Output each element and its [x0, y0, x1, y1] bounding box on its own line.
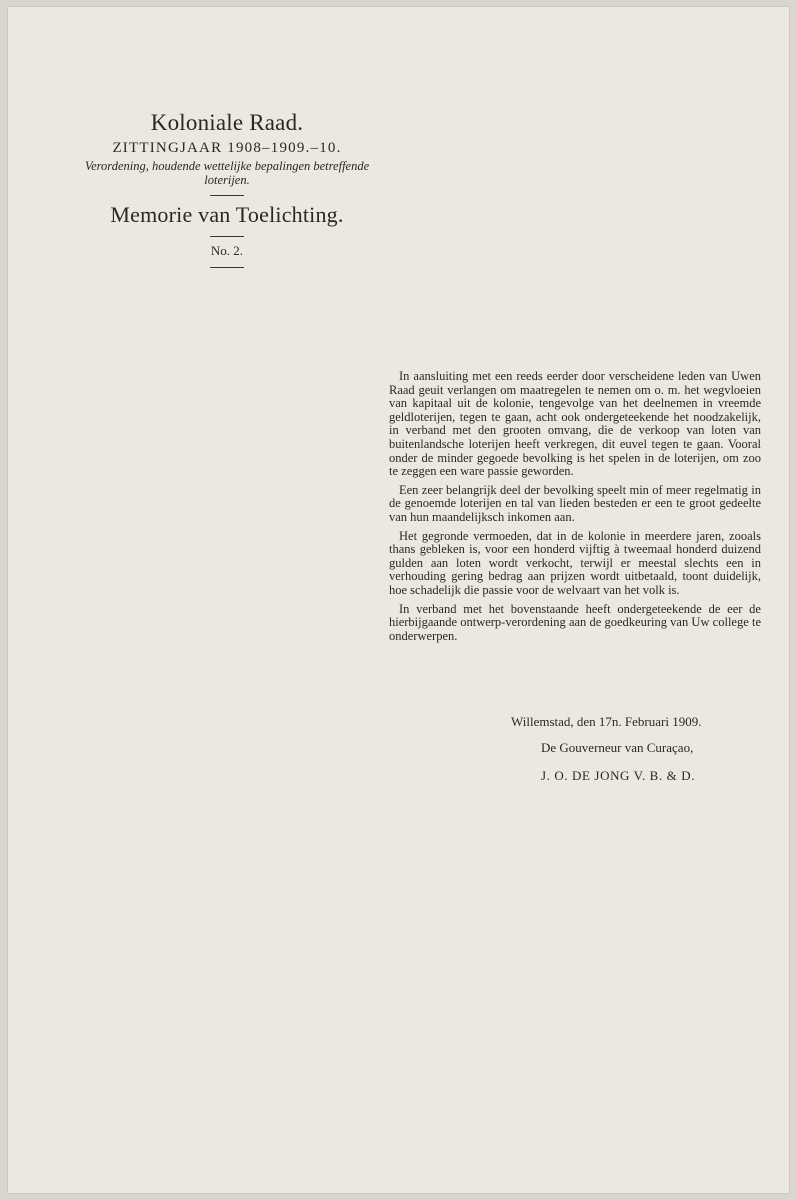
- body-paragraph: In aansluiting met een reeds eerder door verscheidene leden van Uwen Raad geuit verlangen om maatregelen te nemen om o. m. het wegvloeien van kapitaal uit de kolonie, tengevolge van het deelnemen in vreemde geldloterijen, tegen te gaan, acht ook ondergeteekende het noodzakelijk, in verband met den grooten omvang, die de verkoop van loten van buitenlandsche loterijen heeft verkregen, dit euvel tegen te gaan. Vooral onder de minder gegoede bevolking is het spelen in de loterijen, om zoo te zeggen een ware passie geworden.: [389, 369, 761, 479]
- body-paragraph: In verband met het bovenstaande heeft ondergeteekende de eer de hierbijgaande ontwerp-verordening aan de goedkeuring van Uw college te onderwerpen.: [389, 601, 761, 643]
- body-paragraph: Een zeer belangrijk deel der bevolking speelt min of meer regelmatig in de genoemde loterijen en tal van lieden besteden er een te groot gedeelte van hun maandelijksch inkomen aan.: [389, 482, 761, 524]
- council-title: Koloniale Raad.: [150, 110, 304, 135]
- document-header: [67, 106, 387, 274]
- divider: [210, 195, 244, 196]
- divider: [210, 236, 244, 237]
- document-number: No. 2.: [210, 243, 244, 258]
- divider: [210, 267, 244, 268]
- signatory-role: De Gouverneur van Curaçao,: [541, 740, 694, 755]
- memorandum-body: [389, 370, 761, 648]
- signatory-name: J. O. DE JONG V. B. & D.: [541, 768, 696, 783]
- document-type-heading: Memorie van Toelichting.: [110, 202, 344, 227]
- ordinance-subject: Verordening, houdende wettelijke bepalingen betreffende loterijen.: [84, 159, 370, 187]
- place-date: Willemstad, den 17n. Februari 1909.: [511, 714, 702, 729]
- session-year: ZITTINGJAAR 1908–1909.–10.: [112, 140, 342, 156]
- body-paragraph: Het gegronde vermoeden, dat in de kolonie in meerdere jaren, zooals thans gebleken is, voor een honderd vijftig à tweemaal honderd duizend gulden aan loten wordt verkocht, terwijl er meestal slechts een in verhouding gering bedrag aan prijzen wordt uitbetaald, toont duidelijk, hoe schadelijk die passie voor de welvaart van het volk is.: [389, 528, 761, 597]
- document-page: [7, 6, 790, 1194]
